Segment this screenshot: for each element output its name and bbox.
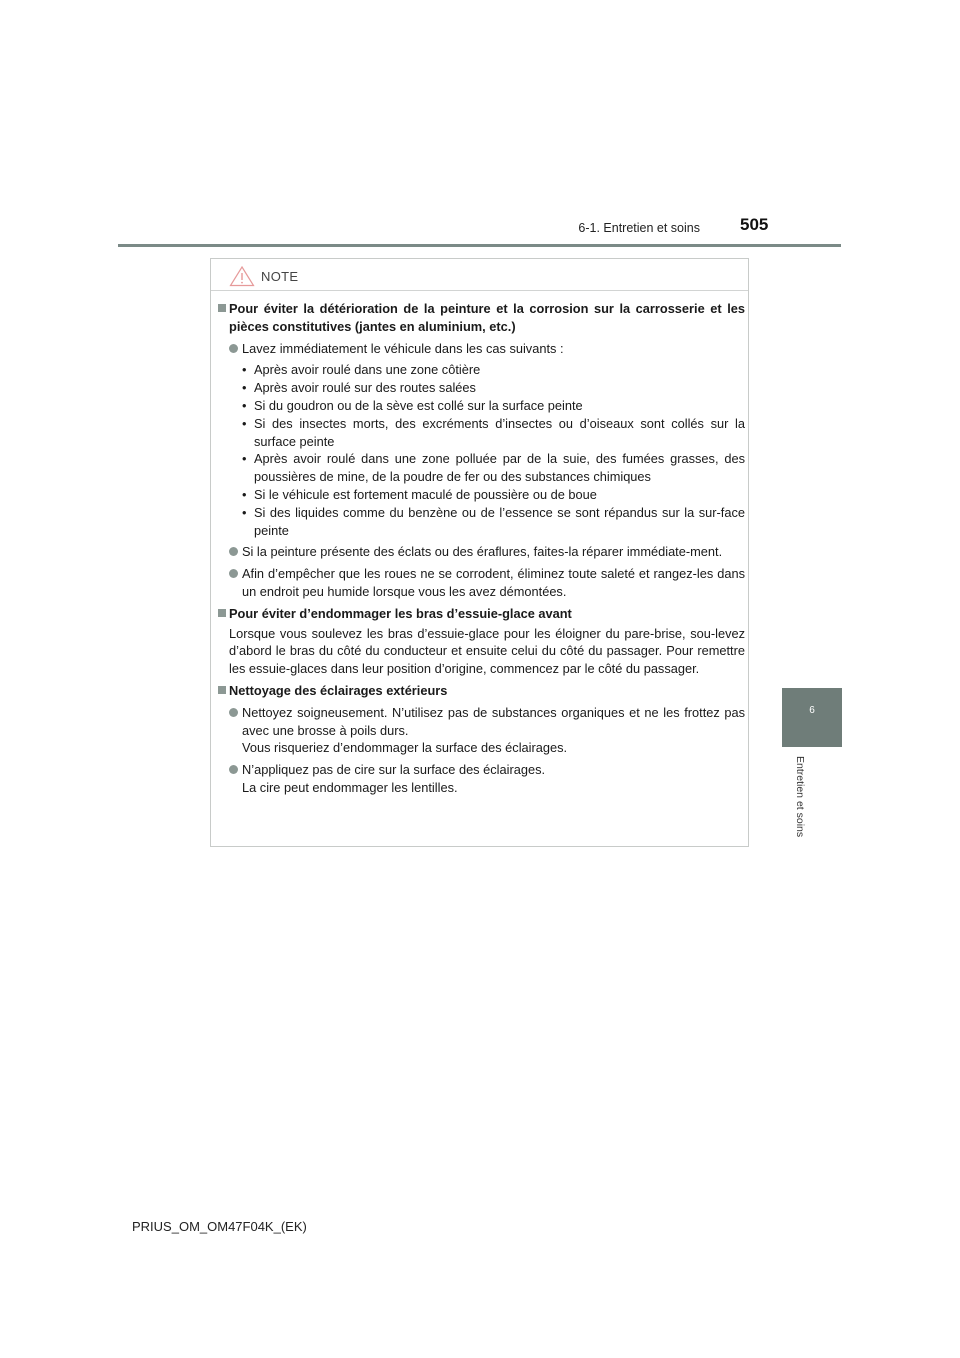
warning-triangle-icon — [229, 265, 255, 287]
note-box — [210, 258, 749, 847]
bullet-item: Lavez immédiatement le véhicule dans les cas suivants : — [218, 340, 745, 358]
bullet-item — [218, 761, 745, 797]
section-paragraph: Lorsque vous soulevez les bras d’essuie-glace pour les éloigner du pare-brise, sou-levez d’abord le bras du côté du conducteur et ensuite celui du côté du passager. Pour remettre les essuie-glaces dans leur position d’origine, commencez par le côté du passager. — [229, 625, 745, 677]
bullet-line: La cire peut endommager les lentilles. — [242, 779, 458, 795]
section-heading: Pour éviter d’endommager les bras d’essuie-glace avant — [218, 605, 745, 623]
note-label: NOTE — [261, 268, 299, 284]
sub-list-item: • Après avoir roulé dans une zone côtière — [218, 361, 745, 379]
bullet-item: Si la peinture présente des éclats ou des éraflures, faites-la réparer immédiate-ment. — [218, 543, 745, 561]
sub-list-item: • Si des insectes morts, des excréments d’insectes ou d’oiseaux sont collés sur la surface peinte — [218, 415, 745, 451]
section-heading: Nettoyage des éclairages extérieurs — [218, 682, 745, 700]
section-heading: Pour éviter la détérioration de la peinture et la corrosion sur la carrosserie et les pièces constitutives (jantes en aluminium, etc.) — [218, 300, 745, 336]
chapter-number: 6 — [809, 705, 815, 716]
note-separator — [211, 290, 748, 291]
bullet-line: Nettoyez soigneusement. N’utilisez pas de substances organiques et ne les frottez pas avec une brosse à poils durs. — [242, 704, 745, 738]
sub-list-item: • Si du goudron ou de la sève est collé sur la surface peinte — [218, 397, 745, 415]
note-header — [229, 263, 298, 289]
bullet-line: N’appliquez pas de cire sur la surface des éclairages. — [242, 762, 546, 778]
bullet-line: Vous risqueriez d’endommager la surface des éclairages. — [242, 740, 568, 756]
header-rule — [118, 244, 841, 247]
sub-list-item: • Après avoir roulé dans une zone polluée par de la suie, des fumées grasses, des poussières de mine, de la poudre de fer ou des substances chimiques — [218, 450, 745, 486]
chapter-tab[interactable] — [782, 688, 842, 747]
bullet-item — [218, 704, 745, 757]
section-title: 6-1. Entretien et soins — [578, 221, 700, 235]
bullet-item: Afin d’empêcher que les roues ne se corrodent, éliminez toute saleté et rangez-les dans un endroit peu humide lorsque vous les avez démontées. — [218, 565, 745, 601]
sub-list — [218, 361, 745, 539]
sub-list-item: • Après avoir roulé sur des routes salées — [218, 379, 745, 397]
sub-list-item: • Si le véhicule est fortement maculé de poussière ou de boue — [218, 486, 745, 504]
chapter-label: Entretien et soins — [794, 756, 806, 838]
document-code: PRIUS_OM_OM47F04K_(EK) — [132, 1219, 307, 1234]
sub-list-item: • Si des liquides comme du benzène ou de l’essence se sont répandus sur la sur-face peinte — [218, 504, 745, 540]
page-number: 505 — [740, 215, 769, 234]
note-content — [218, 300, 745, 797]
